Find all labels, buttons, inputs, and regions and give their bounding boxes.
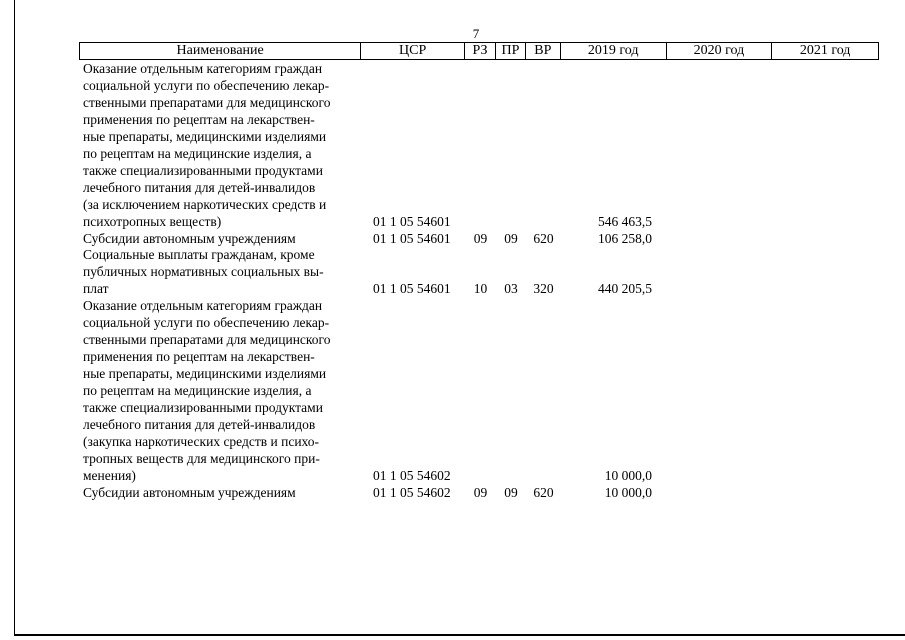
- row-name-line: по рецептам на медицинские изделия, а: [83, 145, 312, 161]
- row-pr: 09: [504, 230, 518, 246]
- row-2019: 546 463,5: [598, 213, 652, 229]
- row-name-line: социальной услуги по обеспечению лекар-: [83, 315, 330, 331]
- table-row: [79, 485, 879, 502]
- row-2019: 106 258,0: [598, 230, 652, 246]
- header-rz: РЗ: [465, 43, 496, 59]
- row-pr: 09: [504, 484, 518, 500]
- row-csr: 01 1 05 54601: [373, 281, 451, 297]
- row-name-line: менения): [83, 467, 136, 483]
- row-name-line: Оказание отдельным категориям граждан: [83, 61, 323, 76]
- row-name-line: публичных нормативных социальных вы-: [83, 264, 324, 280]
- row-csr: 01 1 05 54601: [373, 230, 451, 246]
- row-name-line: применения по рецептам на лекарствен-: [83, 111, 315, 127]
- header-2021: 2021 год: [799, 43, 851, 58]
- table-row: [79, 298, 879, 484]
- row-pr: 03: [504, 281, 518, 297]
- row-name-line: ные препараты, медицинскими изделиями: [83, 366, 327, 382]
- row-vr: 620: [533, 230, 554, 246]
- row-name-line: по рецептам на медицинские изделия, а: [83, 383, 312, 399]
- row-name-line: (закупка наркотических средств и психо-: [83, 433, 320, 449]
- row-rz: 09: [473, 230, 488, 246]
- row-name-line: Субсидии автономным учреждениям: [83, 230, 296, 246]
- row-rz: 10: [473, 281, 488, 297]
- page-border-bottom: [14, 634, 905, 636]
- row-vr: 620: [533, 484, 554, 500]
- row-name-line: применения по рецептам на лекарствен-: [83, 349, 315, 365]
- table-row: [79, 61, 879, 231]
- row-rz: 09: [473, 484, 488, 500]
- row-name-line: ные препараты, медицинскими изделиями: [83, 128, 327, 144]
- row-csr: 01 1 05 54601: [373, 213, 451, 229]
- header-2020: 2020 год: [667, 43, 773, 59]
- row-name: [79, 247, 361, 298]
- row-name-line: плат: [83, 281, 109, 297]
- row-csr: 01 1 05 54602: [373, 484, 451, 500]
- table-body: [79, 61, 879, 502]
- row-name-line: также специализированными продуктами: [83, 162, 323, 178]
- row-name-line: ственными препаратами для медицинского: [83, 332, 331, 348]
- row-name-line: тропных веществ для медицинского при-: [83, 450, 320, 466]
- row-name: [79, 61, 361, 231]
- row-2019: 10 000,0: [604, 467, 652, 483]
- row-name: [79, 298, 361, 484]
- page-border-left: [14, 0, 15, 636]
- header-csr: ЦСР: [361, 43, 465, 59]
- row-name-line: ственными препаратами для медицинского: [83, 94, 331, 110]
- row-name-line: лечебного питания для детей-инвалидов: [83, 417, 316, 433]
- header-pr: ПР: [496, 43, 526, 59]
- header-vr: ВР: [526, 43, 561, 59]
- row-name-line: (за исключением наркотических средств и: [83, 196, 327, 212]
- row-name: [79, 485, 361, 502]
- table-header: [79, 42, 879, 60]
- row-2019: 10 000,0: [604, 484, 652, 500]
- row-2019: 440 205,5: [598, 281, 652, 297]
- table-row: [79, 247, 879, 298]
- row-name-line: Субсидии автономным учреждениям: [83, 484, 296, 500]
- row-vr: 320: [533, 281, 554, 297]
- header-2019: 2019 год: [561, 43, 667, 59]
- row-name-line: также специализированными продуктами: [83, 400, 323, 416]
- header-name: Наименование: [80, 43, 361, 59]
- row-name-line: социальной услуги по обеспечению лекар-: [83, 77, 330, 93]
- page-number: 7: [472, 26, 480, 41]
- row-name-line: Социальные выплаты гражданам, кроме: [83, 247, 315, 263]
- table-row: [79, 231, 879, 248]
- row-name-line: лечебного питания для детей-инвалидов: [83, 179, 316, 195]
- row-name-line: Оказание отдельным категориям граждан: [83, 298, 323, 314]
- row-csr: 01 1 05 54602: [373, 467, 451, 483]
- row-name-line: психотропных веществ): [83, 213, 222, 229]
- row-name: [79, 231, 361, 248]
